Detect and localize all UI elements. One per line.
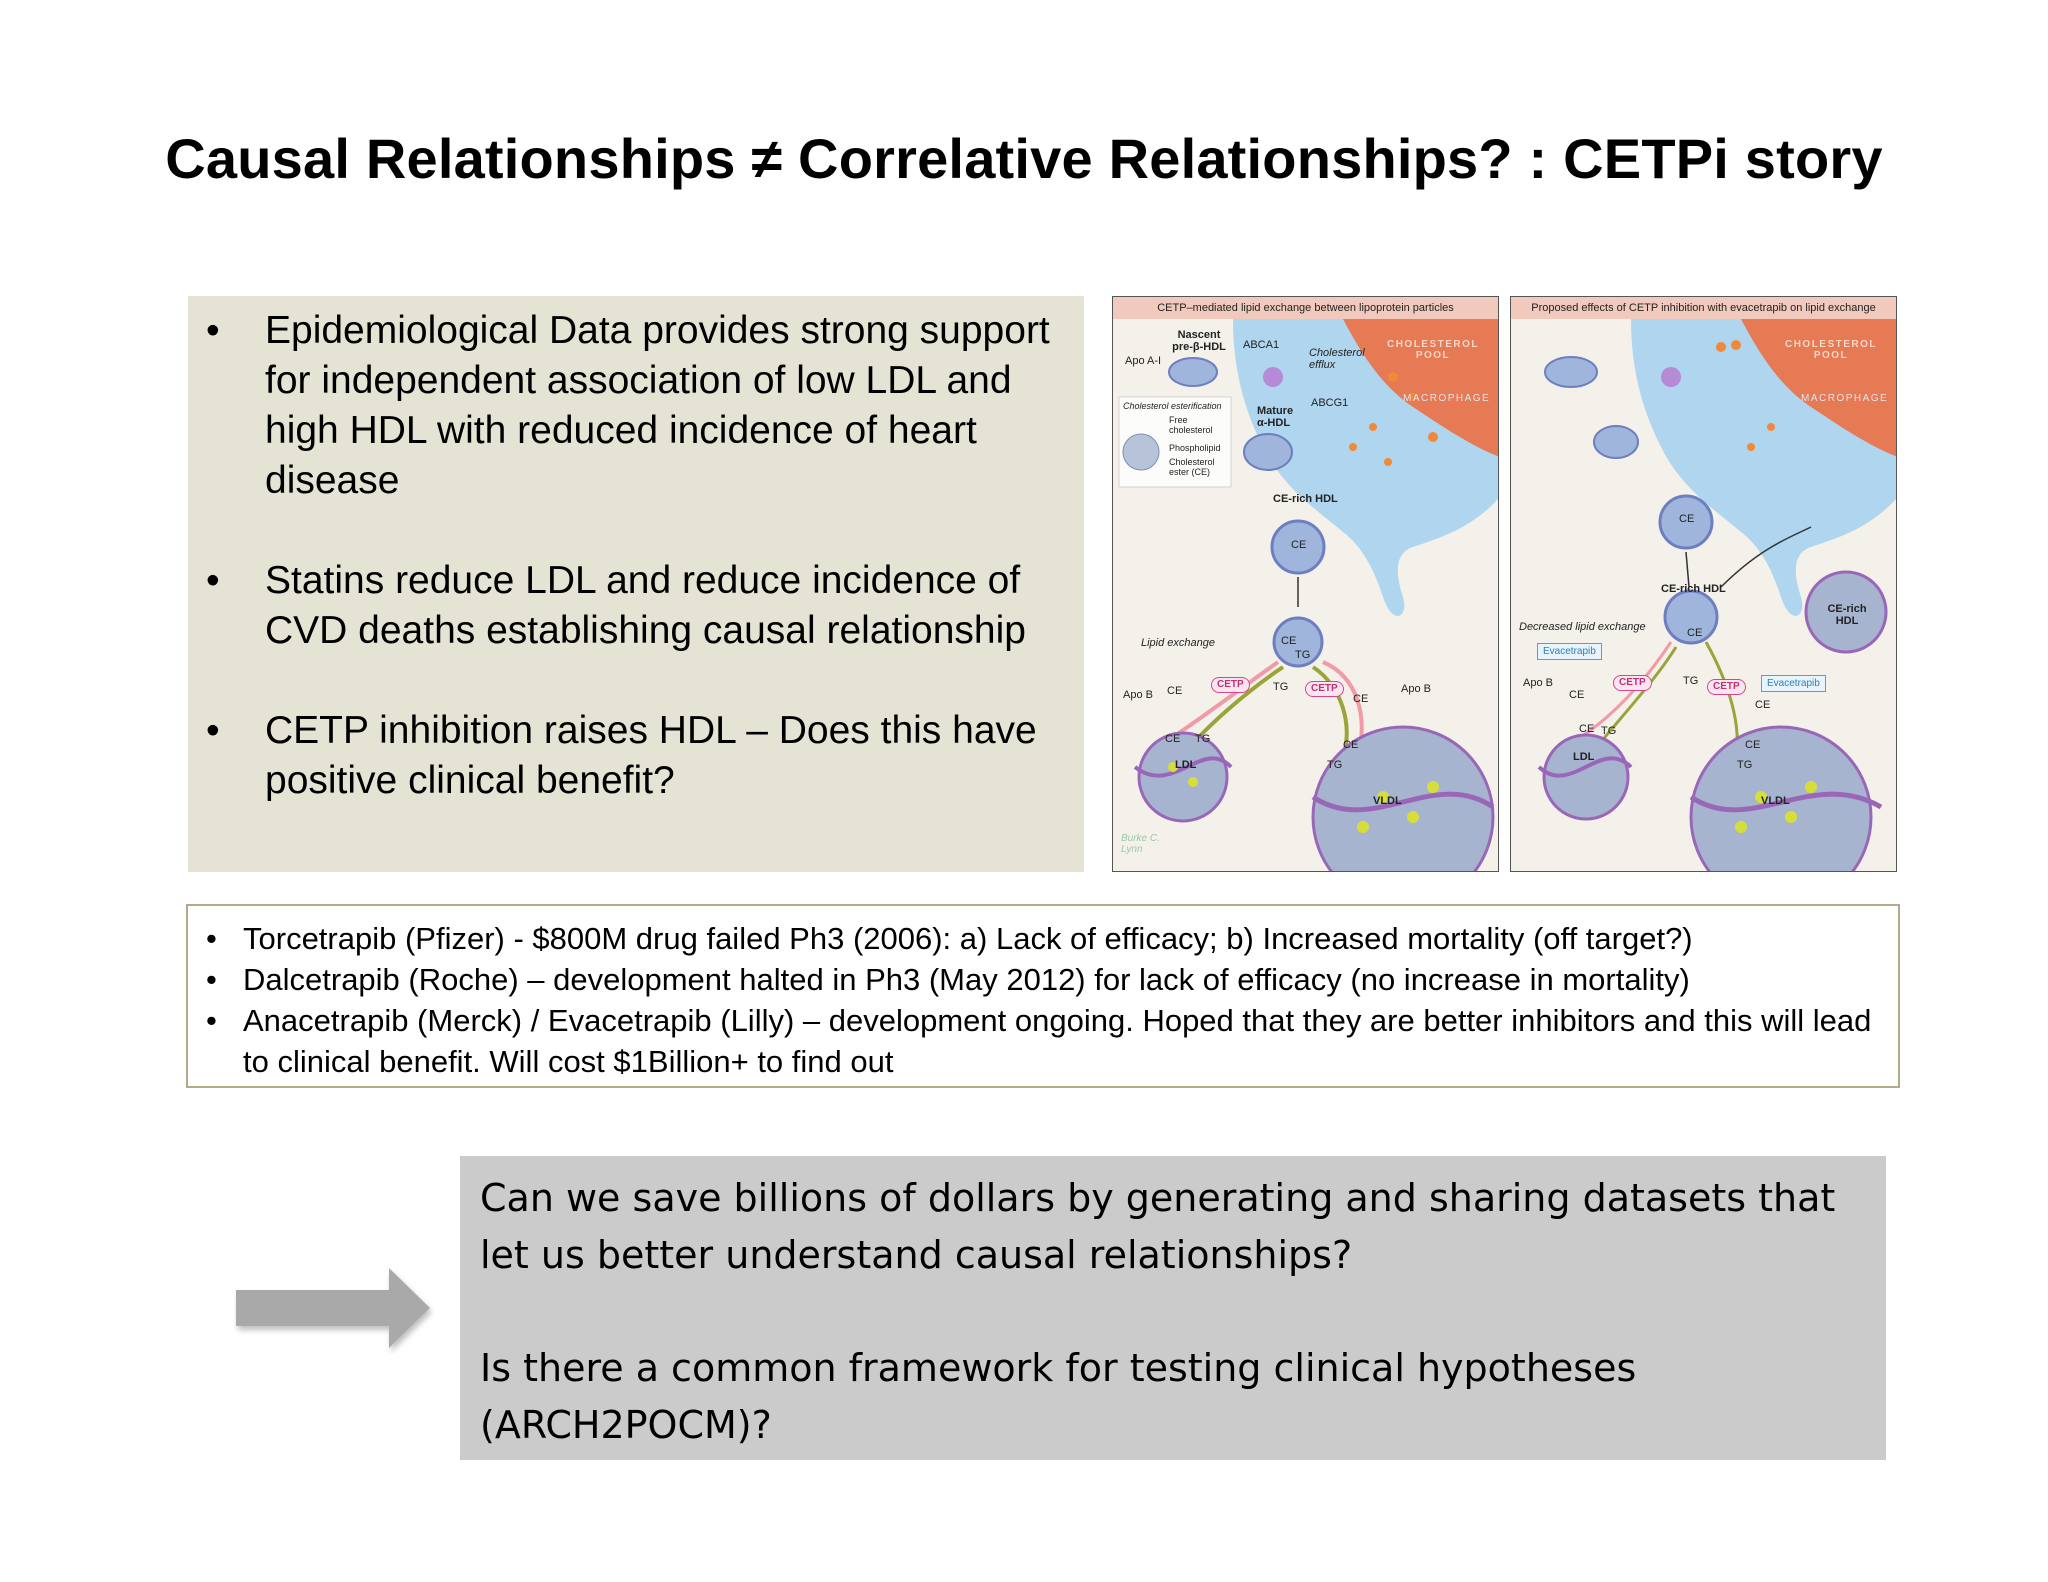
bullet-item [188, 706, 1068, 806]
abcg1-label: ABCG1 [1311, 397, 1349, 409]
cetp-lipid-exchange-figure [1112, 296, 1499, 872]
cholesterol-pool-label: CHOLESTEROL POOL [1784, 339, 1878, 361]
question-text: Is there a common framework for testing clinical hypotheses (ARCH2POCM)? [480, 1346, 1637, 1447]
vldl-label: VLDL [1373, 795, 1402, 807]
ce-label: CE [1281, 635, 1297, 647]
nascent-hdl-label: Nascent pre-β-HDL [1172, 329, 1226, 353]
apo-b-label: Apo B [1123, 689, 1153, 701]
tg-label: TG [1195, 733, 1211, 745]
ce-label: CE [1679, 513, 1695, 525]
tg-label: TG [1601, 725, 1617, 737]
apo-b-label: Apo B [1401, 683, 1431, 695]
ce-label: CE [1745, 739, 1761, 751]
legend-free-cholesterol: Free cholesterol [1169, 415, 1213, 435]
right-arrow-icon [234, 1264, 434, 1359]
cholesterol-pool-label: CHOLESTEROL POOL [1386, 339, 1480, 361]
tg-label: TG [1273, 681, 1289, 693]
ldl-label: LDL [1175, 759, 1197, 771]
tg-label: TG [1327, 759, 1343, 771]
apo-b-label: Apo B [1523, 677, 1553, 689]
ce-rich-hdl-label: CE-rich HDL [1273, 493, 1338, 505]
drug-history-box [186, 904, 1900, 1088]
ce-label: CE [1291, 539, 1307, 551]
bullet-text: CETP inhibition raises HDL – Does this have positive clinical benefit? [265, 709, 1037, 802]
legend-phospholipid: Phospholipid [1169, 443, 1221, 453]
apo-a1-label: Apo A-I [1125, 355, 1162, 367]
cetp-badge: CETP [1305, 681, 1344, 697]
tg-label: TG [1683, 675, 1699, 687]
cholesterol-efflux-label: Cholesterol efflux [1309, 347, 1365, 371]
question-box [460, 1156, 1886, 1460]
legend-cholesterol-ester: Cholesterol ester (CE) [1169, 457, 1215, 477]
slide-title: Causal Relationships ≠ Correlative Relationships? : CETPi story [165, 127, 1883, 190]
spacer [480, 1284, 1866, 1340]
drug-text: Anacetrapib (Merck) / Evacetrapib (Lilly) – development ongoing. Hoped that they are better inhibitors and this will lead to clinical benefit. Will cost $1Billion+ to find out [243, 1003, 1872, 1079]
figure-header: Proposed effects of CETP inhibition with evacetrapib on lipid exchange [1511, 297, 1896, 319]
evacetrapib-badge: Evacetrapib [1537, 643, 1602, 660]
evacetrapib-inhibition-figure [1510, 296, 1897, 872]
bullet-dot: • [206, 921, 217, 956]
bullet-dot: • [206, 559, 220, 602]
cetp-badge: CETP [1211, 677, 1250, 693]
ce-label: CE [1755, 699, 1771, 711]
tg-label: TG [1737, 759, 1753, 771]
bullet-text: Epidemiological Data provides strong support for independent association of low LDL and high HDL with reduced incidence of heart disease [265, 309, 1050, 502]
ce-label: CE [1687, 627, 1703, 639]
ce-label: CE [1343, 739, 1359, 751]
ce-label: CE [1165, 733, 1181, 745]
figure-illustration [1113, 297, 1499, 872]
drug-item [188, 918, 1888, 959]
tg-label: TG [1295, 649, 1311, 661]
bullet-text: Statins reduce LDL and reduce incidence of CVD deaths establishing causal relationship [265, 559, 1026, 652]
bullet-item [188, 556, 1068, 656]
legend-title: Cholesterol esterification [1123, 401, 1222, 411]
cetp-badge: CETP [1707, 679, 1746, 695]
vldl-label: VLDL [1761, 795, 1790, 807]
drug-text: Dalcetrapib (Roche) – development halted in Ph3 (May 2012) for lack of efficacy (no increase in mortality) [243, 962, 1690, 997]
abca1-label: ABCA1 [1243, 339, 1280, 351]
drug-text: Torcetrapib (Pfizer) - $800M drug failed Ph3 (2006): a) Lack of efficacy; b) Increased mortality (off target?) [243, 921, 1693, 956]
ce-label: CE [1569, 689, 1585, 701]
ce-label: CE [1167, 685, 1183, 697]
bullet-item [188, 306, 1068, 506]
lipid-exchange-label: Lipid exchange [1141, 637, 1216, 649]
bullet-dot: • [206, 962, 217, 997]
artist-signature: Burke C. Lynn [1121, 833, 1160, 855]
bullet-dot: • [206, 1003, 217, 1038]
mature-hdl-label: Mature α-HDL [1257, 405, 1294, 429]
bullet-dot: • [206, 309, 220, 352]
macrophage-label: MACROPHAGE [1801, 393, 1889, 404]
evacetrapib-badge: Evacetrapib [1761, 675, 1826, 692]
question-text: Can we save billions of dollars by generating and sharing datasets that let us better understand causal relationships? [480, 1176, 1836, 1277]
arrow-shape [234, 1264, 434, 1354]
macrophage-label: MACROPHAGE [1403, 393, 1491, 404]
bullet-dot: • [206, 709, 220, 752]
ce-rich-hdl-label: CE-rich HDL [1827, 603, 1867, 627]
ldl-label: LDL [1573, 751, 1595, 763]
drug-item [188, 959, 1888, 1000]
drug-item [188, 1000, 1888, 1082]
ce-rich-hdl-label: CE-rich HDL [1661, 583, 1726, 595]
bullet-panel [188, 296, 1084, 872]
ce-label: CE [1579, 723, 1595, 735]
cetp-badge: CETP [1613, 675, 1652, 691]
ce-label: CE [1353, 693, 1369, 705]
figure-header: CETP–mediated lipid exchange between lipoprotein particles [1113, 297, 1498, 319]
decreased-exchange-label: Decreased lipid exchange [1519, 621, 1646, 633]
